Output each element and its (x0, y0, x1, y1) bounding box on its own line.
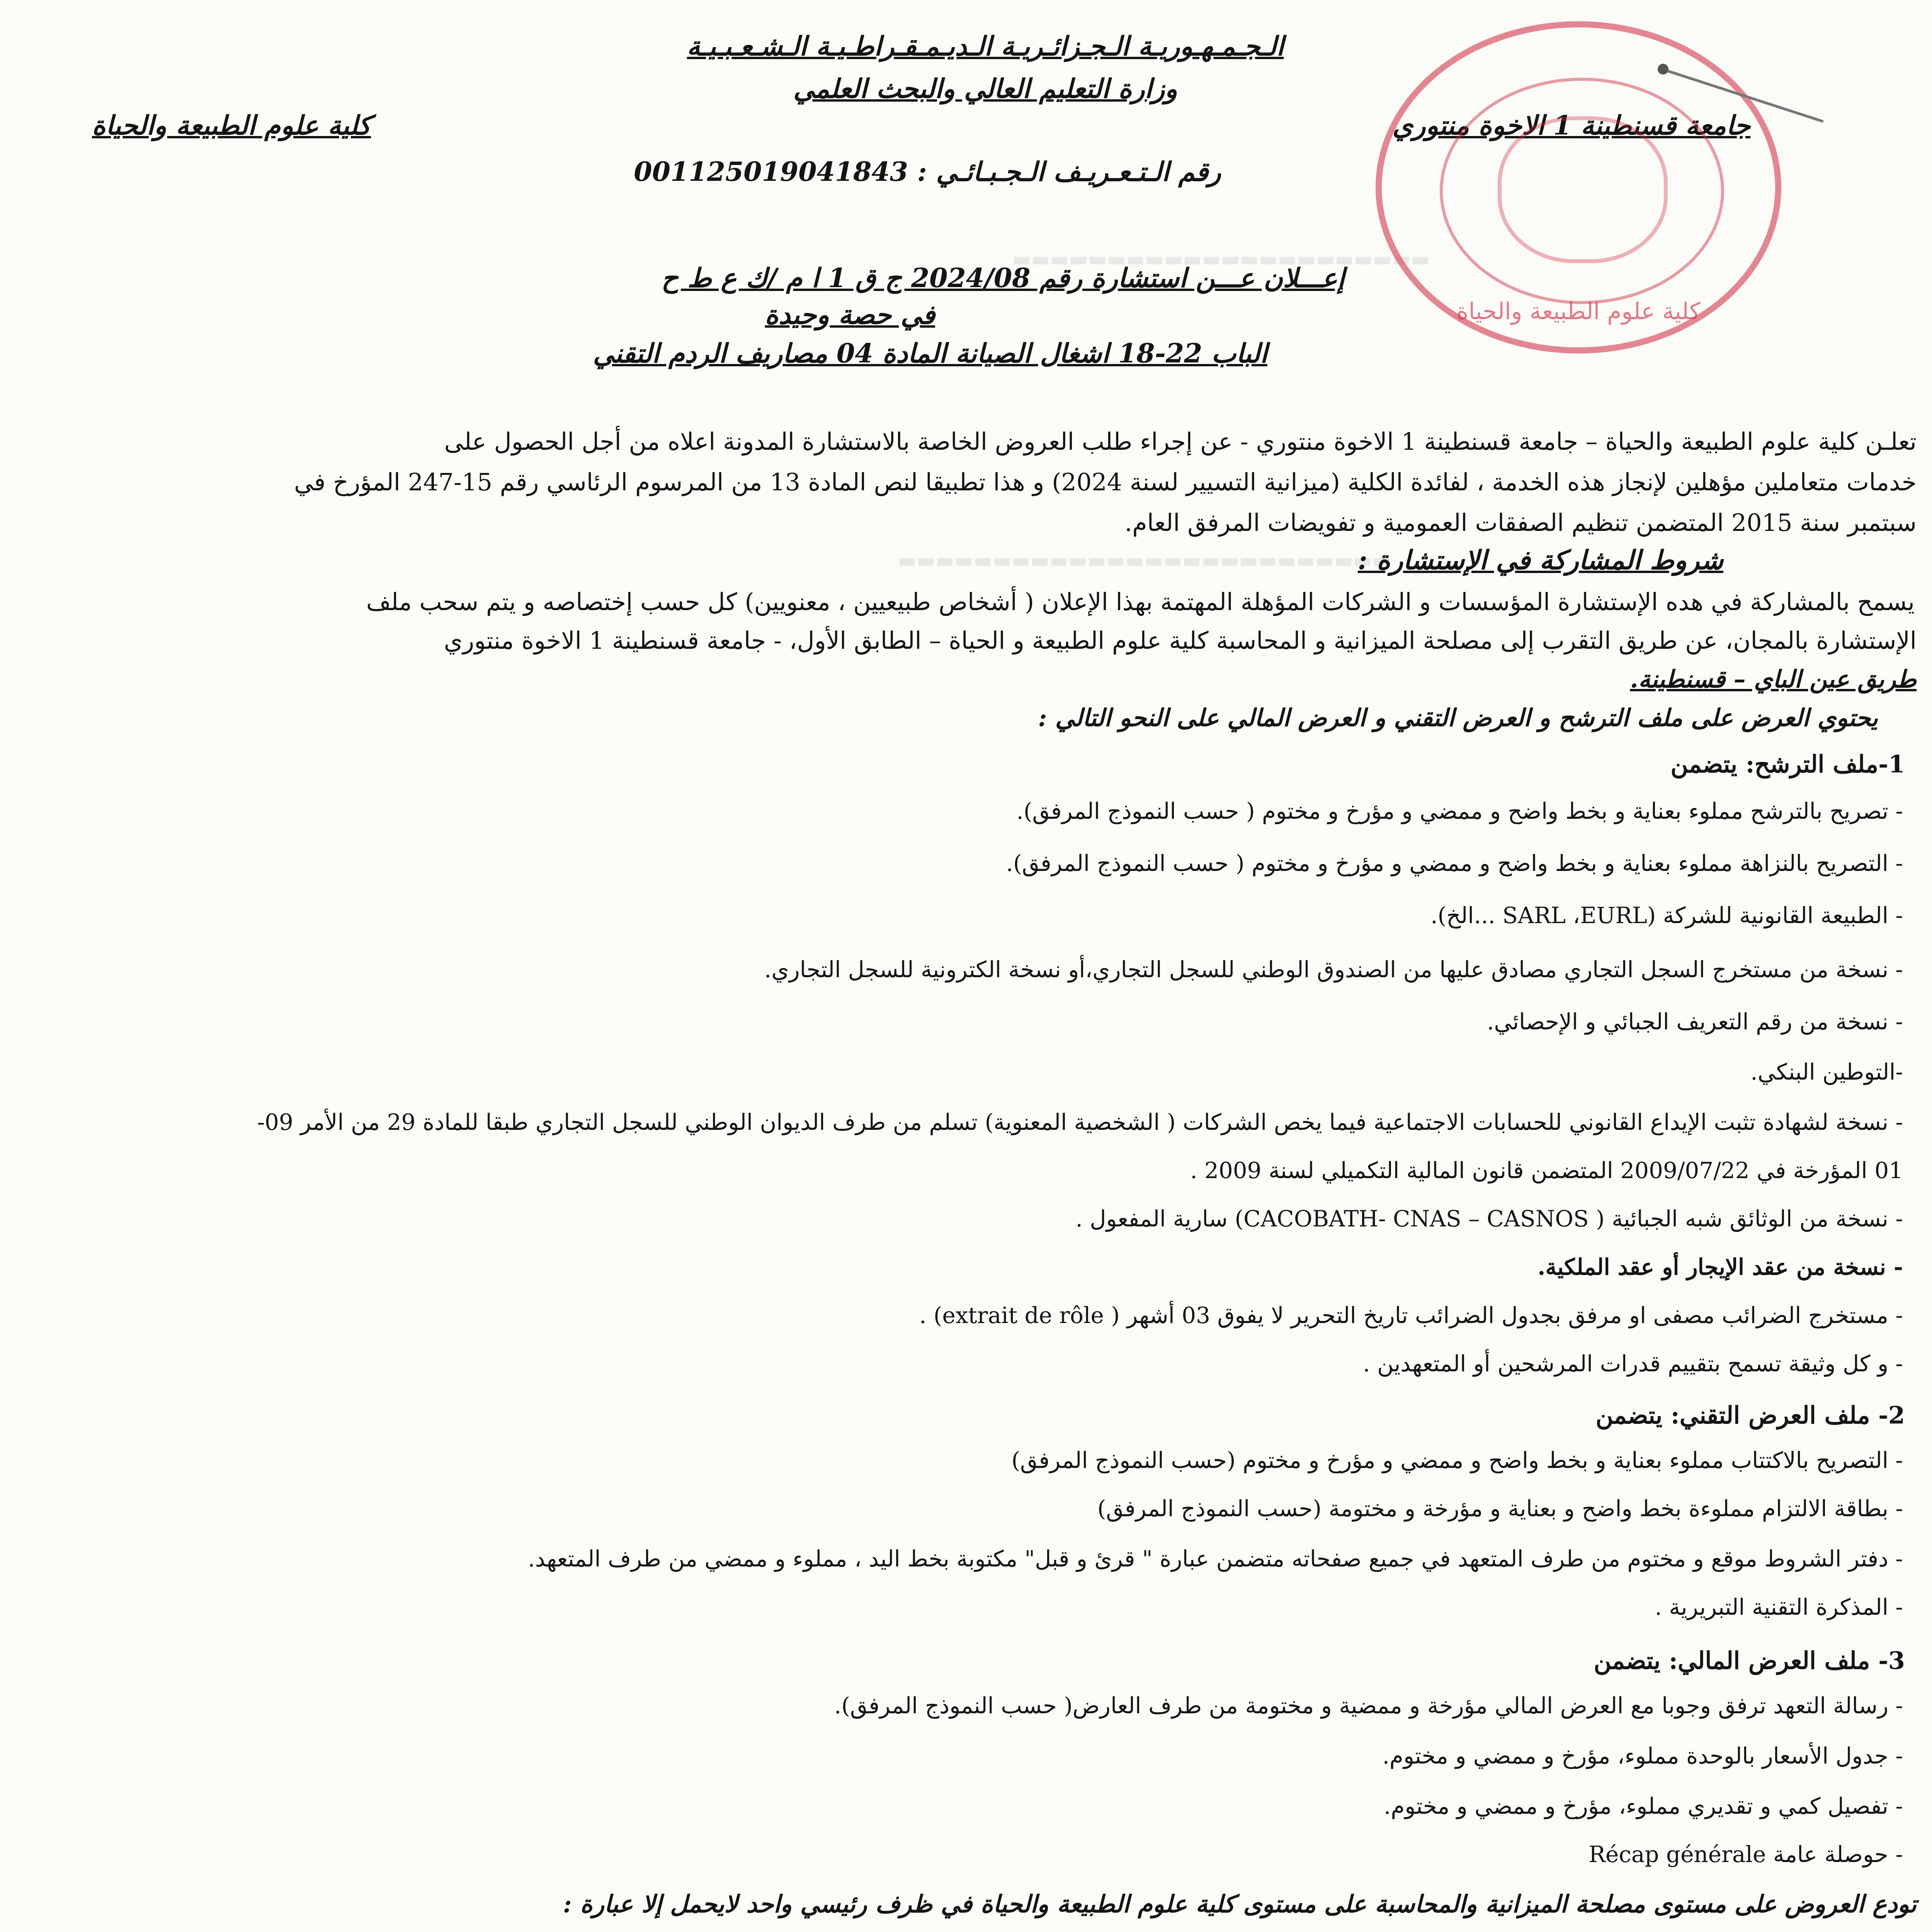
section1-item: - مستخرج الضرائب مصفى او مرفق بجدول الضرائب تاريخ التحرير لا يفوق 03 أشهر ( extrait de rôle) . (919, 1302, 1903, 1328)
section1-item: - نسخة لشهادة تثبت الإيداع القانوني للحسابات الاجتماعية فيما يخص الشركات ( الشخصية المعنوية) تسلم من طرف الديوان الوطني للسجل التجاري طبقا للمادة 29 من الأمر 09- (257, 1109, 1903, 1135)
section1-item: 01 المؤرخة في 2009/07/22 المتضمن قانون المالية التكميلي لسنة 2009 . (1190, 1157, 1903, 1184)
section3-heading: 3- ملف العرض المالي: يتضمن (1594, 1646, 1905, 1675)
section1-item: -التوطين البنكي. (1750, 1059, 1903, 1085)
stamp-text: كلية علوم الطبيعة والحياة (1456, 298, 1701, 325)
ministry-header: وزارة التعليم العالي والبحث العلمي (793, 73, 1178, 104)
section1-item: - نسخة من مستخرج السجل التجاري مصادق عليها من الصندوق الوطني للسجل التجاري،أو نسخة الكترونية للسجل التجاري. (764, 956, 1903, 983)
section2-item: - بطاقة الالتزام مملوءة بخط واضح و بعناية و مؤرخة و مختومة (حسب النموذج المرفق) (1097, 1495, 1903, 1522)
announcement-subtitle: في حصة وحيدة (765, 299, 935, 330)
intro-line: خدمات متعاملين مؤهلين لإنجاز هذه الخدمة ، لفائدة الكلية (ميزانية التسيير لسنة 2024) و هذا تطبيقا لنص المادة 13 من المرسوم الرئاسي رقم 15-247 المؤرخ في (294, 468, 1917, 496)
republic-header: الـجـمـهـوريـة الـجـزائـريـة الـديـمـقـراطـيـة الـشـعـبـيـة (687, 31, 1284, 62)
conditions-line: طريق عين الباي – قسنطينة. (1630, 665, 1917, 693)
announcement-title: إعـــلان عـــن استشارة رقم 2024/08 ج ق 1 ا م /ك ع ط ح (661, 263, 1345, 294)
official-stamp (1376, 21, 1781, 354)
announcement-chapter: الباب 22-18 اشغال الصيانة المادة 04 مصاريف الردم التقني (593, 338, 1267, 369)
section1-item: - نسخة من رقم التعريف الجبائي و الإحصائي. (1487, 1009, 1903, 1035)
offer-intro: يحتوي العرض على ملف الترشح و العرض التقني و العرض المالي على النحو التالي : (1038, 704, 1878, 732)
pen-tip-mark (1658, 64, 1668, 75)
intro-line: تعلـن كلية علوم الطبيعة والحياة – جامعة قسنطينة 1 الاخوة منتوري - عن إجراء طلب العروض الخاصة بالاستشارة المدونة اعلاه من أجل الحصول على (444, 427, 1917, 456)
section2-item: - دفتر الشروط موقع و مختوم من طرف المتعهد في جميع صفحاته متضمن عبارة " قرئ و قبل" مكتوبة بخط اليد ، مملوء و ممضي من طرف المتعهد. (528, 1546, 1903, 1572)
bleed-through-text: ▬▬▬▬▬▬▬▬▬▬▬▬▬▬▬▬▬▬▬▬▬▬▬▬▬▬ (897, 549, 1391, 572)
section2-item: - المذكرة التقنية التبريرية . (1655, 1594, 1903, 1620)
section1-item: - التصريح بالنزاهة مملوء بعناية و بخط واضح و ممضي و مؤرخ و مختوم ( حسب النموذج المرفق). (1006, 850, 1903, 876)
section1-item: - نسخة من الوثائق شبه الجبائية ( CACOBATH- CNAS – CASNOS) سارية المفعول . (1075, 1206, 1903, 1232)
section2-heading: 2- ملف العرض التقني: يتضمن (1595, 1401, 1905, 1429)
section3-item: - رسالة التعهد ترفق وجوبا مع العرض المالي مؤرخة و ممضية و مختومة من طرف العارض( حسب النموذج المرفق). (834, 1692, 1903, 1719)
faculty-name: كلية علوم الطبيعة والحياة (92, 110, 371, 141)
conditions-line: الإستشارة بالمجان، عن طريق التقرب إلى مصلحة الميزانية و المحاسبة كلية علوم الطبيعة و الحياة – الطابق الأول، - جامعة قسنطينة 1 الاخوة منتوري (444, 626, 1917, 655)
section3-item: - جدول الأسعار بالوحدة مملوء، مؤرخ و ممضي و مختوم. (1382, 1743, 1903, 1769)
section1-item: - و كل وثيقة تسمح بتقييم قدرات المرشحين أو المتعهدين . (1363, 1350, 1903, 1377)
section1-item: - تصريح بالترشح مملوء بعناية و بخط واضح و ممضي و مؤرخ و مختوم ( حسب النموذج المرفق). (1016, 798, 1903, 824)
section2-item: - التصريح بالاكتتاب مملوء بعناية و بخط واضح و ممضي و مؤرخ و مختوم (حسب النموذج المرفق) (1011, 1447, 1903, 1473)
section3-item: - تفصيل كمي و تقديري مملوء، مؤرخ و ممضي و مختوم. (1384, 1793, 1903, 1819)
tax-id: رقم الـتـعـريـف الـجـبـائـي : 001125019041843 (634, 156, 1221, 187)
section3-item: - حوصلة عامة Récap générale (1588, 1841, 1903, 1867)
intro-line: سبتمبر سنة 2015 المتضمن تنظيم الصفقات العمومية و تفويضات المرفق العام. (1124, 509, 1917, 537)
deposit-note: تودع العروض على مستوى مصلحة الميزانية والمحاسبة على مستوى كلية علوم الطبيعة والحياة في ظرف رئيسي واحد لايحمل إلا عبارة : (563, 1890, 1917, 1918)
stamp-emblem-icon (1498, 116, 1668, 263)
section1-item: - نسخة من عقد الإيجار أو عقد الملكية. (1537, 1254, 1903, 1280)
conditions-heading: شروط المشاركة في الإستشارة : (1357, 545, 1723, 576)
university-name: جامعة قسنطينة 1 الاخوة منتوري (1392, 110, 1750, 141)
section1-heading: 1-ملف الترشح: يتضمن (1670, 750, 1905, 778)
bleed-through-text: ▬▬▬▬▬▬▬▬▬▬▬▬▬▬▬▬▬▬▬▬▬▬ (1012, 247, 1430, 271)
conditions-line: يسمح بالمشاركة في هده الإستشارة المؤسسات و الشركات المؤهلة المهتمة بهذا الإعلان ( أشخاص طبيعيين ، معنويين) كل حسب إختصاصه و يتم سحب ملف (366, 588, 1915, 616)
section1-item: - الطبيعة القانونية للشركة (SARL ،EURL ...الخ). (1430, 902, 1903, 929)
